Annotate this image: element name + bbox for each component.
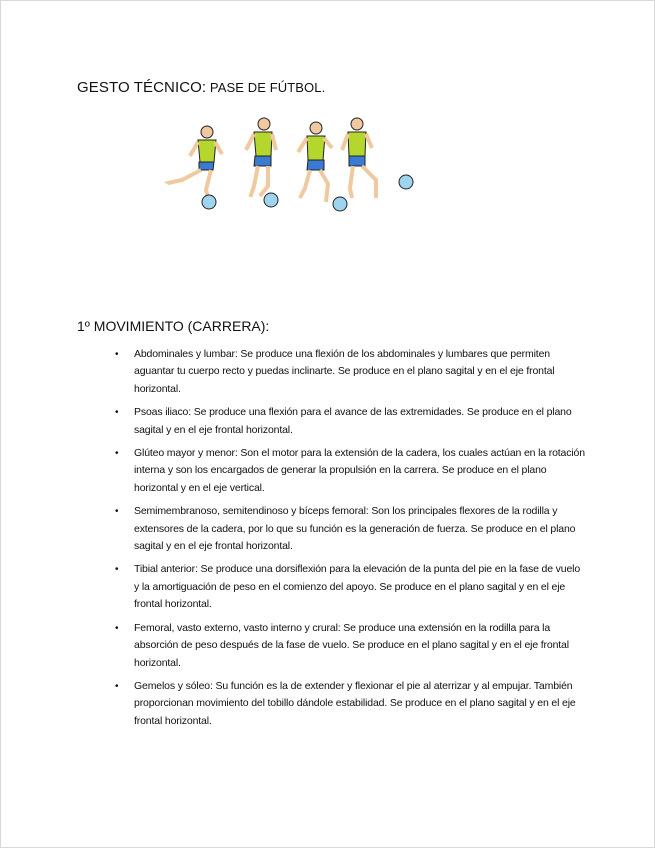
list-item-text: Psoas iliaco: Se produce una flexión para el avance de las extremidades. Se produce en el plano sagital y en el eje frontal horizontal. xyxy=(134,406,572,436)
bullet-icon: • xyxy=(115,448,119,460)
list-item xyxy=(115,503,585,555)
list-item xyxy=(115,620,585,672)
player-figure-3 xyxy=(298,122,347,211)
bullet-icon: • xyxy=(115,680,119,692)
muscle-list xyxy=(115,346,585,736)
list-item-text: Tibial anterior: Se produce una dorsiflexión para la elevación de la punta del pie en la fase de vuelo y la amortiguación de peso en el comienzo del apoyo. Se produce en el plano sagital y en el eje frontal horizontal. xyxy=(134,563,581,611)
list-item xyxy=(115,404,585,439)
bullet-icon: • xyxy=(115,349,119,360)
bullet-icon: • xyxy=(115,564,119,576)
bullet-icon: • xyxy=(115,506,119,518)
list-item-text: Femoral, vasto externo, vasto interno y crural: Se produce una extensión en la rodilla para la absorción de peso después de la fase de vuelo. Se produce en el plano sagital y en el eje frontal horizontal. xyxy=(134,621,569,669)
list-item-text: Semimembranoso, semitendinoso y bíceps femoral: Son los principales flexores de la rodilla y extensores de la cadera, por lo que su función es la generación de fuerza. Se produce en el plano sagital y en el eje frontal horizontal. xyxy=(134,505,576,553)
list-item-text: Gemelos y sóleo: Su función es la de extender y flexionar el pie al aterrizar y al empujar. También proporcionan movimiento del tobillo dándole estabilidad. Se produce en el plano sagital y en el eje frontal horizontal. xyxy=(134,679,576,727)
list-item xyxy=(115,445,585,497)
player-figure-1 xyxy=(160,126,222,209)
bullet-icon: • xyxy=(115,407,119,419)
list-item xyxy=(115,561,585,613)
page-title xyxy=(77,79,325,96)
list-item xyxy=(115,346,585,398)
bullet-icon: • xyxy=(115,622,119,634)
list-item xyxy=(115,678,585,730)
title-main: GESTO TÉCNICO: xyxy=(77,79,207,96)
player-figure-4 xyxy=(342,118,413,200)
list-item-text: Glúteo mayor y menor: Son el motor para la extensión de la cadera, los cuales actúan en la rotación interna y son los encargados de generar la propulsión en la carrera. Se produce en el plano horizontal y en el eje vertical. xyxy=(134,447,585,494)
soccer-pass-sequence-icon xyxy=(150,110,420,215)
section-title: 1º MOVIMIENTO (CARRERA): xyxy=(77,318,270,334)
title-subject: PASE DE FÚTBOL. xyxy=(206,80,326,95)
list-item-text: Abdominales y lumbar: Se produce una flexión de los abdominales y lumbares que permiten aguantar tu cuerpo recto y puedas inclinarte. Se produce en el plano sagital y en el eje frontal horizontal. xyxy=(134,348,555,395)
player-figure-2 xyxy=(246,118,278,207)
